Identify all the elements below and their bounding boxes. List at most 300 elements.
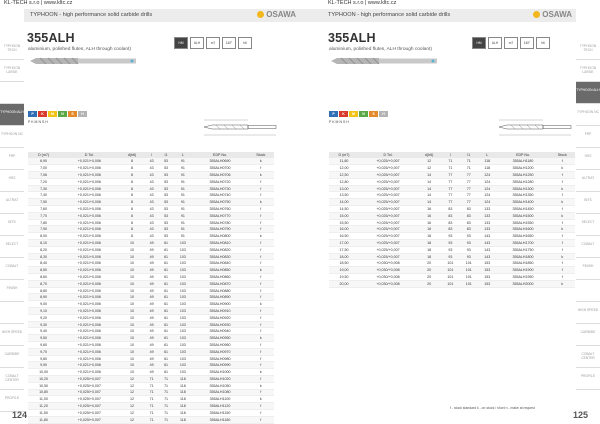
table-cell: 8,70 — [28, 280, 59, 287]
table-cell: 355ALH1000 — [192, 369, 247, 376]
table-cell: +0,025/+0,007 — [359, 246, 417, 253]
table-cell: 8 — [120, 226, 145, 233]
table-cell: 355ALH1900 — [497, 267, 550, 274]
table-cell: f — [248, 253, 274, 260]
table-cell: +0,025/+0,007 — [359, 212, 417, 219]
table-cell: 49 — [144, 253, 158, 260]
table-row — [329, 274, 575, 281]
table-cell: 103 — [173, 342, 192, 349]
table-cell: +0,021/+0,006 — [59, 369, 119, 376]
side-tab[interactable]: CARBIDE — [0, 346, 24, 368]
side-tab[interactable]: TYPHOON ALH — [0, 104, 24, 126]
table-cell: +0,025/+0,007 — [359, 233, 417, 240]
table-cell: f — [248, 226, 274, 233]
table-cell: 61 — [159, 348, 173, 355]
table-cell: 11,80 — [329, 158, 359, 165]
table-cell: 10 — [120, 301, 145, 308]
table-cell: 18 — [417, 240, 441, 247]
table-cell: 61 — [159, 321, 173, 328]
table-cell: 355ALH0910 — [192, 308, 247, 315]
table-cell: 18 — [417, 233, 441, 240]
table-cell: 9,00 — [28, 301, 59, 308]
table-cell: 49 — [144, 274, 158, 281]
table-cell: 12 — [120, 409, 145, 416]
side-tab[interactable]: SELECT — [576, 214, 600, 236]
table-cell: +0,021/+0,006 — [59, 328, 119, 335]
side-tab[interactable] — [0, 302, 24, 324]
side-tab[interactable]: BITS — [576, 192, 600, 214]
table-cell: f — [248, 328, 274, 335]
page-subtitle: TYPHOON - high performance solid carbide drills — [328, 12, 451, 18]
table-cell: 8 — [120, 199, 145, 206]
table-cell: 93 — [460, 233, 478, 240]
table-cell: 12 — [120, 382, 145, 389]
side-tab[interactable]: COBALT CENTER — [576, 346, 600, 368]
side-tabs — [576, 38, 600, 390]
table-cell: +0,025/+0,007 — [359, 226, 417, 233]
table-cell: +0,021/+0,006 — [59, 355, 119, 362]
table-cell: 20 — [417, 260, 441, 267]
table-cell: 53 — [159, 185, 173, 192]
table-cell: 61 — [159, 274, 173, 281]
table-cell: 103 — [173, 246, 192, 253]
table-cell: 77 — [441, 172, 459, 179]
table-row — [28, 212, 274, 219]
coolant-icon: ALH — [488, 37, 502, 49]
table-cell: 103 — [173, 369, 192, 376]
table-cell: 143 — [478, 253, 496, 260]
table-row — [28, 355, 274, 362]
table-cell: k — [248, 267, 274, 274]
table-cell: 18 — [417, 246, 441, 253]
table-cell: 355ALH0960 — [192, 342, 247, 349]
table-cell: 124 — [478, 192, 496, 199]
table-cell: 13,00 — [329, 185, 359, 192]
column-header: l1 — [460, 152, 478, 158]
table-cell: k — [550, 165, 575, 172]
table-cell: 71 — [144, 376, 158, 383]
table-row — [28, 409, 274, 416]
side-tab[interactable] — [576, 280, 600, 302]
table-cell: +0,021/+0,006 — [59, 253, 119, 260]
table-cell: +0,021/+0,006 — [59, 240, 119, 247]
table-cell: 49 — [144, 362, 158, 369]
table-cell: +0,025/+0,007 — [359, 206, 417, 213]
table-cell: 53 — [159, 165, 173, 172]
side-tab[interactable]: HSS — [0, 170, 24, 192]
side-tab[interactable]: HSS — [576, 148, 600, 170]
table-cell: 9,60 — [28, 342, 59, 349]
tolerance-icon: m7 — [504, 37, 518, 49]
table-cell: 355ALH0850 — [192, 267, 247, 274]
table-cell: 355ALH1500 — [497, 212, 550, 219]
table-cell: 77 — [441, 178, 459, 185]
table-row — [28, 403, 274, 410]
table-cell: 143 — [478, 233, 496, 240]
table-cell: 18,00 — [329, 253, 359, 260]
table-row — [329, 158, 575, 165]
table-cell: f — [248, 178, 274, 185]
table-cell: 7,60 — [28, 206, 59, 213]
drill-image — [28, 56, 138, 66]
table-cell: +0,025/+0,007 — [59, 409, 119, 416]
table-cell: 91 — [173, 192, 192, 199]
table-cell: 11,20 — [28, 403, 59, 410]
table-cell: +0,021/+0,006 — [59, 267, 119, 274]
table-cell: +0,021/+0,006 — [59, 342, 119, 349]
table-cell: 14 — [417, 172, 441, 179]
table-cell: 16 — [417, 219, 441, 226]
table-cell: 7,00 — [28, 165, 59, 172]
table-cell: 355ALH1020 — [192, 376, 247, 383]
table-cell: 71 — [441, 158, 459, 165]
table-row — [329, 280, 575, 287]
product-code: 355ALH — [27, 31, 75, 45]
table-cell: 12 — [120, 376, 145, 383]
table-cell: 77 — [441, 192, 459, 199]
table-cell: 49 — [144, 355, 158, 362]
table-cell: 9,40 — [28, 328, 59, 335]
table-row — [329, 178, 575, 185]
table-row — [28, 246, 274, 253]
table-cell: 83 — [441, 226, 459, 233]
table-cell: 93 — [460, 253, 478, 260]
table-row — [28, 280, 274, 287]
side-tab[interactable]: TYPHOON TECH — [576, 38, 600, 60]
table-row — [28, 321, 274, 328]
side-tab[interactable]: TYPHOON LARGE — [576, 60, 600, 82]
table-cell: 91 — [173, 185, 192, 192]
table-cell: +0,021/+0,006 — [59, 192, 119, 199]
table-cell: 355ALH0800 — [192, 233, 247, 240]
page-subtitle: TYPHOON - high performance solid carbide drills — [30, 12, 153, 18]
table-cell: +0,025/+0,007 — [59, 416, 119, 423]
table-cell: 8,40 — [28, 260, 59, 267]
table-cell: 153 — [478, 274, 496, 281]
side-tab[interactable]: HIGH SPEED — [0, 324, 24, 346]
side-tab[interactable]: TYPHOON TECH — [0, 38, 24, 60]
table-cell: 103 — [173, 348, 192, 355]
table-row — [28, 314, 274, 321]
table-cell: 7,40 — [28, 192, 59, 199]
table-cell: f — [248, 192, 274, 199]
table-cell: f — [550, 192, 575, 199]
table-cell: 43 — [144, 178, 158, 185]
table-cell: k — [248, 172, 274, 179]
table-cell: +0,025/+0,007 — [359, 219, 417, 226]
table-cell: 43 — [144, 192, 158, 199]
column-header: L — [173, 152, 192, 158]
table-cell: 53 — [159, 212, 173, 219]
table-cell: 43 — [144, 185, 158, 192]
table-cell: 71 — [159, 409, 173, 416]
table-cell: 103 — [173, 294, 192, 301]
table-cell: 77 — [441, 199, 459, 206]
side-tab[interactable]: FINISH — [576, 258, 600, 280]
table-cell: f — [550, 260, 575, 267]
table-row — [329, 246, 575, 253]
table-cell: +0,021/+0,006 — [59, 301, 119, 308]
osawa-logo-icon — [533, 11, 540, 18]
table-cell: 43 — [144, 158, 158, 165]
table-cell: 61 — [159, 314, 173, 321]
table-cell: 91 — [173, 199, 192, 206]
table-cell: 15,00 — [329, 212, 359, 219]
table-cell: 355ALH1400 — [497, 199, 550, 206]
table-cell: f — [248, 321, 274, 328]
table-cell: 355ALH1700 — [497, 240, 550, 247]
table-cell: f — [248, 342, 274, 349]
table-cell: +0,025/+0,007 — [359, 158, 417, 165]
table-cell: 61 — [159, 280, 173, 287]
table-cell: +0,025/+0,007 — [59, 396, 119, 403]
table-cell: 103 — [173, 335, 192, 342]
material-p: P — [28, 111, 37, 117]
table-cell: 20,00 — [329, 280, 359, 287]
angle-icon: 140° — [222, 37, 236, 49]
table-cell: 12 — [120, 416, 145, 423]
side-tab[interactable]: COBALT — [0, 258, 24, 280]
table-cell: 10 — [120, 240, 145, 247]
table-cell: 10 — [120, 294, 145, 301]
table-cell: 8,90 — [28, 294, 59, 301]
table-cell: 49 — [144, 287, 158, 294]
side-tab[interactable]: TYPHOON LARGE — [0, 60, 24, 82]
table-cell: 8,00 — [28, 233, 59, 240]
material-k: K — [339, 111, 348, 117]
table-cell: 53 — [159, 219, 173, 226]
table-cell: 103 — [173, 321, 192, 328]
side-tab[interactable]: PROFILE — [0, 390, 24, 412]
table-cell: 53 — [159, 172, 173, 179]
side-tab[interactable] — [0, 82, 24, 104]
table-cell: 124 — [478, 199, 496, 206]
table-row — [28, 376, 274, 383]
table-cell: 8 — [120, 192, 145, 199]
table-cell: 43 — [144, 206, 158, 213]
table-cell: 355ALH1120 — [192, 403, 247, 410]
table-cell: 10 — [120, 321, 145, 328]
spec-icons — [472, 37, 550, 50]
table-cell: 11,50 — [28, 409, 59, 416]
table-cell: 71 — [144, 403, 158, 410]
size-table — [329, 152, 575, 288]
table-cell: 8 — [120, 178, 145, 185]
table-row — [28, 416, 274, 423]
table-cell: 12,80 — [329, 178, 359, 185]
table-row — [28, 260, 274, 267]
table-cell: 355ALH1550 — [497, 219, 550, 226]
table-cell: 49 — [144, 308, 158, 315]
table-cell: +0,025/+0,007 — [359, 240, 417, 247]
table-cell: 10 — [120, 314, 145, 321]
table-cell: 49 — [144, 314, 158, 321]
angle-icon: 140° — [520, 37, 534, 49]
side-tab[interactable]: CARBIDE — [576, 324, 600, 346]
column-header: d(h6) — [417, 152, 441, 158]
table-cell: f — [550, 240, 575, 247]
table-cell: 8 — [120, 185, 145, 192]
table-cell: k — [248, 382, 274, 389]
table-cell: 10 — [120, 253, 145, 260]
side-tab[interactable]: BITS — [0, 214, 24, 236]
table-cell: 16 — [417, 206, 441, 213]
table-cell: 12 — [120, 403, 145, 410]
table-cell: 93 — [460, 240, 478, 247]
table-cell: 49 — [144, 240, 158, 247]
table-row — [329, 199, 575, 206]
table-cell: +0,025/+0,007 — [59, 403, 119, 410]
table-cell: 355ALH0810 — [192, 240, 247, 247]
table-cell: 355ALH0740 — [192, 192, 247, 199]
spec-icons — [174, 37, 252, 50]
table-cell: f — [248, 219, 274, 226]
table-cell: +0,025/+0,007 — [359, 253, 417, 260]
table-cell: 91 — [173, 165, 192, 172]
table-cell: 9,50 — [28, 335, 59, 342]
table-cell: 103 — [173, 301, 192, 308]
table-cell: 61 — [159, 369, 173, 376]
table-cell: 103 — [173, 267, 192, 274]
table-cell: f — [550, 233, 575, 240]
table-cell: 49 — [144, 369, 158, 376]
table-cell: 355ALH0706 — [192, 172, 247, 179]
side-tab[interactable]: ULTRAT — [0, 192, 24, 214]
side-tab[interactable]: TYPHOON NC — [0, 126, 24, 148]
table-cell: 355ALH1280 — [497, 178, 550, 185]
table-cell: 14 — [417, 192, 441, 199]
table-cell: 91 — [173, 226, 192, 233]
table-cell: f — [550, 206, 575, 213]
table-cell: f — [248, 260, 274, 267]
table-cell: 10 — [120, 348, 145, 355]
table-cell: f — [248, 294, 274, 301]
page-number: 125 — [572, 410, 588, 420]
side-tab[interactable]: FRP — [576, 126, 600, 148]
table-row — [28, 294, 274, 301]
side-tab[interactable]: FINISH — [0, 280, 24, 302]
table-cell: 77 — [460, 172, 478, 179]
side-tab[interactable]: COBALT — [576, 236, 600, 258]
table-cell: 49 — [144, 321, 158, 328]
table-cell: 101 — [460, 267, 478, 274]
table-cell: +0,025/+0,007 — [359, 192, 417, 199]
table-cell: 355ALH0700 — [192, 165, 247, 172]
column-header: l — [441, 152, 459, 158]
table-cell: 53 — [159, 206, 173, 213]
table-cell: 93 — [441, 240, 459, 247]
table-cell: 61 — [159, 267, 173, 274]
table-cell: 7,30 — [28, 185, 59, 192]
table-cell: 118 — [173, 409, 192, 416]
table-cell: 8,80 — [28, 287, 59, 294]
table-row — [28, 301, 274, 308]
table-cell: 133 — [478, 212, 496, 219]
table-cell: f — [550, 246, 575, 253]
side-tab[interactable]: FRP — [0, 148, 24, 170]
table-cell: 20 — [417, 274, 441, 281]
material-n: N — [58, 111, 67, 117]
table-row — [28, 362, 274, 369]
table-cell: +0,025/+0,007 — [359, 178, 417, 185]
table-cell: 355ALH0760 — [192, 206, 247, 213]
table-cell: 355ALH1180 — [192, 416, 247, 423]
header-bar — [24, 9, 300, 22]
table-cell: k — [248, 233, 274, 240]
table-cell: +0,021/+0,006 — [59, 206, 119, 213]
table-cell: 18 — [417, 253, 441, 260]
table-row — [28, 253, 274, 260]
material-legend: P K M N S H — [329, 120, 349, 124]
table-cell: 71 — [144, 382, 158, 389]
table-cell: 91 — [173, 212, 192, 219]
side-tab[interactable]: COBALT CENTER — [0, 368, 24, 390]
table-row — [28, 382, 274, 389]
side-tab[interactable]: SELECT — [0, 236, 24, 258]
table-cell: 355ALH1200 — [497, 165, 550, 172]
column-header: EDP No. — [192, 152, 247, 158]
table-cell: 8 — [120, 158, 145, 165]
table-cell: +0,021/+0,006 — [59, 246, 119, 253]
side-tab[interactable]: ULTRAT — [576, 170, 600, 192]
table-cell: 355ALH0830 — [192, 253, 247, 260]
table-cell: k — [550, 226, 575, 233]
product-description: aluminium, polished flutes, ALH through coolant) — [329, 47, 432, 52]
table-cell: 355ALH0690 — [192, 158, 247, 165]
coolant-icon: ALH — [190, 37, 204, 49]
side-tab[interactable]: TYPHOON NC — [576, 104, 600, 126]
table-cell: 61 — [159, 308, 173, 315]
material-k: K — [38, 111, 47, 117]
table-cell: 143 — [478, 240, 496, 247]
table-cell: +0,021/+0,006 — [59, 294, 119, 301]
column-header: Stock — [550, 152, 575, 158]
table-cell: +0,021/+0,006 — [59, 172, 119, 179]
table-cell: +0,021/+0,006 — [59, 287, 119, 294]
table-cell: 355ALH0940 — [192, 328, 247, 335]
table-cell: 118 — [173, 416, 192, 423]
column-header: D (m7) — [329, 152, 359, 158]
table-cell: 71 — [460, 165, 478, 172]
table-cell: 49 — [144, 280, 158, 287]
table-cell: 103 — [173, 362, 192, 369]
table-cell: 71 — [144, 409, 158, 416]
table-cell: 103 — [173, 280, 192, 287]
table-cell: 77 — [460, 178, 478, 185]
table-cell: 8 — [120, 172, 145, 179]
table-cell: 12,50 — [329, 172, 359, 179]
table-cell: 14 — [417, 199, 441, 206]
table-cell: 355ALH1650 — [497, 233, 550, 240]
table-cell: 355ALH0730 — [192, 185, 247, 192]
table-cell: 10 — [120, 280, 145, 287]
side-tab[interactable]: PROFILE — [576, 368, 600, 390]
table-cell: 6,90 — [28, 158, 59, 165]
table-cell: 355ALH0860 — [192, 274, 247, 281]
table-cell: 118 — [478, 158, 496, 165]
table-cell: 12 — [417, 158, 441, 165]
table-cell: +0,021/+0,006 — [59, 233, 119, 240]
table-cell: 10 — [120, 355, 145, 362]
side-tab[interactable]: TYPHOON ALH — [576, 82, 600, 104]
table-cell: +0,021/+0,006 — [59, 280, 119, 287]
table-cell: +0,025/+0,007 — [359, 199, 417, 206]
table-cell: 49 — [144, 342, 158, 349]
table-cell: 355ALH0970 — [192, 348, 247, 355]
side-tab[interactable]: HIGH SPEED — [576, 302, 600, 324]
brand-logo: OSAWA — [533, 10, 572, 21]
table-cell: 83 — [460, 226, 478, 233]
